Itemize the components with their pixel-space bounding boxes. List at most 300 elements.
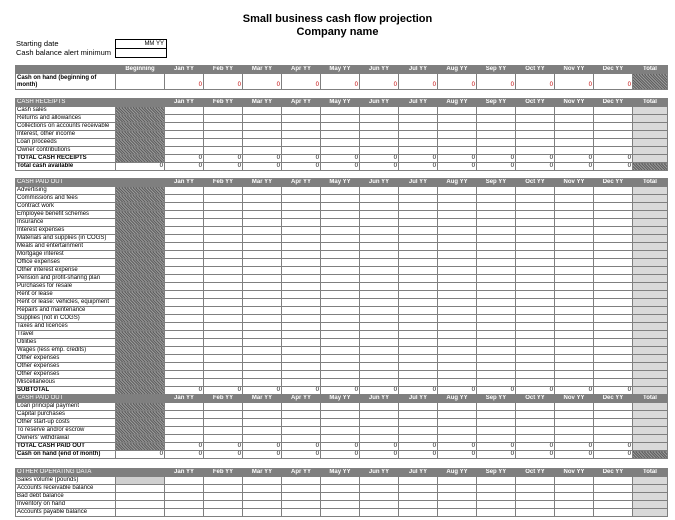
month-cell-8[interactable] [438,339,477,347]
month-cell-6[interactable] [360,107,399,115]
month-cell-6[interactable] [360,123,399,131]
beginning-cell[interactable] [116,139,165,147]
month-cell-4[interactable] [282,219,321,227]
month-cell-11[interactable] [555,259,594,267]
month-cell-5[interactable] [321,291,360,299]
month-cell-6[interactable] [360,493,399,501]
month-cell-6[interactable] [360,211,399,219]
month-cell-4[interactable] [282,131,321,139]
month-cell-7[interactable] [399,131,438,139]
month-cell-12[interactable] [594,419,633,427]
beginning-cell[interactable] [116,243,165,251]
month-cell-10[interactable] [516,219,555,227]
month-cell-4[interactable] [282,267,321,275]
month-cell-9[interactable] [477,267,516,275]
month-cell-11[interactable] [555,139,594,147]
month-cell-8[interactable] [438,477,477,485]
month-cell-6[interactable] [360,419,399,427]
month-cell-6[interactable]: 0 [360,163,399,171]
beginning-cell[interactable] [116,435,165,443]
beginning-cell[interactable]: 0 [116,451,165,459]
month-cell-12[interactable] [594,509,633,517]
beginning-cell[interactable] [116,411,165,419]
month-cell-6[interactable] [360,379,399,387]
month-cell-8[interactable] [438,139,477,147]
month-cell-8[interactable] [438,331,477,339]
month-cell-11[interactable] [555,485,594,493]
month-cell-3[interactable] [243,315,282,323]
month-cell-5[interactable] [321,267,360,275]
month-cell-5[interactable] [321,411,360,419]
month-cell-12[interactable] [594,195,633,203]
month-cell-11[interactable] [555,355,594,363]
month-cell-6[interactable] [360,115,399,123]
month-cell-6[interactable] [360,283,399,291]
month-cell-11[interactable] [555,251,594,259]
month-cell-7[interactable] [399,243,438,251]
month-cell-2[interactable] [204,427,243,435]
month-cell-10[interactable] [516,147,555,155]
month-cell-11[interactable] [555,187,594,195]
month-cell-11[interactable] [555,291,594,299]
month-cell-5[interactable] [321,147,360,155]
month-cell-11[interactable]: 0 [555,387,594,395]
month-cell-12[interactable] [594,331,633,339]
month-cell-3[interactable] [243,219,282,227]
month-cell-7[interactable] [399,275,438,283]
month-cell-8[interactable] [438,131,477,139]
month-cell-1[interactable] [165,315,204,323]
month-cell-5[interactable] [321,115,360,123]
month-cell-2[interactable] [204,477,243,485]
month-cell-8[interactable]: 0 [438,155,477,163]
month-cell-12[interactable] [594,187,633,195]
month-cell-5[interactable] [321,195,360,203]
month-cell-7[interactable] [399,485,438,493]
month-cell-7[interactable] [399,235,438,243]
month-cell-5[interactable] [321,251,360,259]
month-cell-10[interactable]: 0 [516,443,555,451]
beginning-cell[interactable] [116,509,165,517]
month-cell-3[interactable] [243,291,282,299]
month-cell-1[interactable] [165,123,204,131]
month-cell-9[interactable] [477,493,516,501]
month-cell-6[interactable] [360,291,399,299]
month-cell-2[interactable] [204,509,243,517]
month-cell-9[interactable]: 0 [477,155,516,163]
month-cell-4[interactable] [282,259,321,267]
month-cell-7[interactable] [399,203,438,211]
month-cell-3[interactable] [243,123,282,131]
month-cell-3[interactable] [243,427,282,435]
month-cell-6[interactable] [360,403,399,411]
month-cell-4[interactable] [282,211,321,219]
month-cell-10[interactable] [516,323,555,331]
beginning-cell[interactable] [116,371,165,379]
month-cell-12[interactable] [594,219,633,227]
month-cell-3[interactable] [243,419,282,427]
month-cell-9[interactable] [477,187,516,195]
month-cell-4[interactable] [282,419,321,427]
beginning-cell[interactable] [116,147,165,155]
month-cell-8[interactable] [438,315,477,323]
month-cell-7[interactable] [399,211,438,219]
beginning-cell[interactable] [116,485,165,493]
month-cell-2[interactable] [204,331,243,339]
month-cell-2[interactable] [204,131,243,139]
month-cell-6[interactable] [360,371,399,379]
month-cell-3[interactable] [243,259,282,267]
month-cell-6[interactable] [360,411,399,419]
month-cell-4[interactable] [282,139,321,147]
month-cell-10[interactable] [516,379,555,387]
alert-minimum-input[interactable] [115,48,167,58]
month-cell-3[interactable] [243,283,282,291]
month-cell-9[interactable] [477,403,516,411]
month-cell-9[interactable] [477,195,516,203]
month-cell-9[interactable] [477,435,516,443]
month-cell-8[interactable] [438,219,477,227]
month-cell-11[interactable] [555,371,594,379]
month-cell-9[interactable] [477,331,516,339]
month-cell-6[interactable]: 0 [360,387,399,395]
month-cell-1[interactable]: 0 [165,155,204,163]
month-cell-10[interactable] [516,299,555,307]
month-cell-6[interactable]: 0 [360,443,399,451]
month-cell-8[interactable] [438,371,477,379]
month-cell-1[interactable] [165,219,204,227]
month-cell-12[interactable] [594,501,633,509]
month-cell-1[interactable] [165,323,204,331]
month-cell-9[interactable] [477,347,516,355]
month-cell-12[interactable] [594,323,633,331]
month-cell-2[interactable]: 0 [204,387,243,395]
month-cell-12[interactable] [594,211,633,219]
month-cell-4[interactable] [282,485,321,493]
month-cell-9[interactable] [477,379,516,387]
month-cell-5[interactable]: 0 [321,451,360,459]
month-cell-3[interactable] [243,355,282,363]
month-cell-4[interactable] [282,235,321,243]
month-cell-7[interactable] [399,307,438,315]
month-cell-10[interactable] [516,411,555,419]
month-cell-1[interactable] [165,283,204,291]
month-cell-1[interactable] [165,371,204,379]
month-cell-2[interactable] [204,371,243,379]
month-cell-4[interactable]: 0 [282,443,321,451]
month-cell-8[interactable] [438,485,477,493]
month-cell-8[interactable] [438,363,477,371]
month-cell-8[interactable] [438,379,477,387]
month-cell-12[interactable] [594,347,633,355]
month-cell-12[interactable] [594,251,633,259]
month-cell-5[interactable] [321,107,360,115]
beginning-cell[interactable] [116,107,165,115]
month-cell-10[interactable] [516,493,555,501]
month-cell-3[interactable]: 0 [243,155,282,163]
month-cell-12[interactable] [594,291,633,299]
month-cell-1[interactable] [165,339,204,347]
month-cell-2[interactable] [204,291,243,299]
month-cell-7[interactable] [399,299,438,307]
month-cell-10[interactable] [516,427,555,435]
month-cell-1[interactable] [165,131,204,139]
month-cell-10[interactable] [516,251,555,259]
month-cell-2[interactable] [204,243,243,251]
month-cell-9[interactable] [477,427,516,435]
month-cell-3[interactable] [243,131,282,139]
month-cell-4[interactable] [282,203,321,211]
beginning-cell[interactable] [116,123,165,131]
month-cell-4[interactable] [282,411,321,419]
month-cell-1[interactable] [165,299,204,307]
month-cell-8[interactable] [438,355,477,363]
month-cell-8[interactable] [438,435,477,443]
month-cell-6[interactable] [360,267,399,275]
month-cell-3[interactable] [243,187,282,195]
month-cell-6[interactable] [360,363,399,371]
month-cell-9[interactable] [477,339,516,347]
month-cell-1[interactable] [165,435,204,443]
month-cell-5[interactable] [321,501,360,509]
month-cell-10[interactable]: 0 [516,74,555,90]
month-cell-8[interactable] [438,227,477,235]
beginning-cell[interactable] [116,283,165,291]
month-cell-3[interactable] [243,347,282,355]
month-cell-10[interactable] [516,243,555,251]
month-cell-1[interactable] [165,355,204,363]
month-cell-3[interactable]: 0 [243,451,282,459]
month-cell-11[interactable] [555,331,594,339]
month-cell-12[interactable] [594,477,633,485]
month-cell-6[interactable] [360,299,399,307]
month-cell-6[interactable] [360,331,399,339]
month-cell-8[interactable] [438,267,477,275]
month-cell-4[interactable]: 0 [282,451,321,459]
month-cell-10[interactable] [516,501,555,509]
month-cell-1[interactable] [165,243,204,251]
month-cell-8[interactable] [438,419,477,427]
month-cell-6[interactable] [360,219,399,227]
month-cell-6[interactable]: 0 [360,451,399,459]
month-cell-6[interactable] [360,187,399,195]
month-cell-12[interactable] [594,411,633,419]
month-cell-3[interactable] [243,493,282,501]
month-cell-11[interactable] [555,315,594,323]
month-cell-12[interactable] [594,267,633,275]
month-cell-11[interactable] [555,323,594,331]
month-cell-1[interactable] [165,509,204,517]
month-cell-9[interactable] [477,355,516,363]
month-cell-7[interactable] [399,419,438,427]
month-cell-3[interactable] [243,115,282,123]
month-cell-2[interactable] [204,493,243,501]
month-cell-9[interactable] [477,485,516,493]
month-cell-4[interactable] [282,195,321,203]
month-cell-10[interactable] [516,347,555,355]
month-cell-10[interactable]: 0 [516,451,555,459]
month-cell-7[interactable] [399,427,438,435]
month-cell-10[interactable] [516,203,555,211]
month-cell-1[interactable] [165,187,204,195]
beginning-cell[interactable] [116,347,165,355]
starting-date-input[interactable]: MM YY [115,39,167,49]
month-cell-2[interactable] [204,275,243,283]
beginning-cell[interactable] [116,275,165,283]
month-cell-4[interactable] [282,379,321,387]
month-cell-3[interactable] [243,139,282,147]
month-cell-2[interactable] [204,307,243,315]
month-cell-4[interactable]: 0 [282,74,321,90]
month-cell-5[interactable] [321,307,360,315]
month-cell-10[interactable] [516,139,555,147]
month-cell-6[interactable]: 0 [360,155,399,163]
month-cell-6[interactable] [360,323,399,331]
month-cell-5[interactable] [321,347,360,355]
month-cell-12[interactable] [594,355,633,363]
month-cell-3[interactable] [243,501,282,509]
month-cell-9[interactable] [477,291,516,299]
beginning-cell[interactable] [116,443,165,451]
month-cell-7[interactable] [399,371,438,379]
month-cell-5[interactable] [321,339,360,347]
month-cell-4[interactable] [282,371,321,379]
month-cell-2[interactable]: 0 [204,155,243,163]
month-cell-7[interactable] [399,435,438,443]
month-cell-5[interactable]: 0 [321,443,360,451]
month-cell-3[interactable]: 0 [243,443,282,451]
month-cell-5[interactable] [321,139,360,147]
month-cell-4[interactable] [282,493,321,501]
month-cell-5[interactable] [321,379,360,387]
month-cell-6[interactable] [360,227,399,235]
month-cell-8[interactable]: 0 [438,387,477,395]
month-cell-1[interactable] [165,107,204,115]
month-cell-2[interactable] [204,485,243,493]
month-cell-3[interactable] [243,307,282,315]
month-cell-3[interactable] [243,275,282,283]
month-cell-10[interactable] [516,509,555,517]
month-cell-9[interactable]: 0 [477,387,516,395]
month-cell-7[interactable]: 0 [399,443,438,451]
month-cell-8[interactable] [438,235,477,243]
month-cell-1[interactable] [165,275,204,283]
month-cell-2[interactable] [204,379,243,387]
month-cell-5[interactable] [321,299,360,307]
month-cell-2[interactable] [204,235,243,243]
month-cell-1[interactable] [165,195,204,203]
month-cell-10[interactable] [516,363,555,371]
month-cell-2[interactable] [204,115,243,123]
month-cell-1[interactable] [165,147,204,155]
month-cell-11[interactable] [555,123,594,131]
beginning-cell[interactable] [116,235,165,243]
month-cell-8[interactable]: 0 [438,443,477,451]
month-cell-1[interactable] [165,203,204,211]
month-cell-3[interactable] [243,267,282,275]
month-cell-7[interactable]: 0 [399,451,438,459]
month-cell-5[interactable] [321,219,360,227]
month-cell-4[interactable] [282,227,321,235]
month-cell-8[interactable] [438,147,477,155]
month-cell-12[interactable] [594,259,633,267]
month-cell-9[interactable] [477,509,516,517]
month-cell-10[interactable] [516,275,555,283]
month-cell-7[interactable] [399,291,438,299]
month-cell-12[interactable] [594,315,633,323]
month-cell-7[interactable] [399,411,438,419]
month-cell-7[interactable] [399,509,438,517]
month-cell-4[interactable] [282,435,321,443]
month-cell-4[interactable] [282,291,321,299]
month-cell-10[interactable] [516,227,555,235]
month-cell-6[interactable] [360,147,399,155]
month-cell-5[interactable] [321,227,360,235]
month-cell-7[interactable] [399,227,438,235]
beginning-cell[interactable] [116,219,165,227]
month-cell-11[interactable] [555,283,594,291]
month-cell-10[interactable] [516,235,555,243]
month-cell-4[interactable] [282,187,321,195]
month-cell-3[interactable] [243,403,282,411]
month-cell-11[interactable] [555,219,594,227]
month-cell-4[interactable] [282,147,321,155]
month-cell-8[interactable] [438,275,477,283]
beginning-cell[interactable] [116,155,165,163]
month-cell-12[interactable] [594,115,633,123]
month-cell-9[interactable] [477,123,516,131]
month-cell-6[interactable] [360,275,399,283]
month-cell-4[interactable] [282,355,321,363]
month-cell-8[interactable] [438,187,477,195]
month-cell-10[interactable]: 0 [516,387,555,395]
month-cell-12[interactable]: 0 [594,155,633,163]
month-cell-1[interactable] [165,427,204,435]
beginning-cell[interactable] [116,259,165,267]
month-cell-4[interactable] [282,115,321,123]
month-cell-1[interactable] [165,115,204,123]
month-cell-11[interactable] [555,411,594,419]
month-cell-11[interactable]: 0 [555,155,594,163]
month-cell-3[interactable] [243,203,282,211]
month-cell-10[interactable] [516,267,555,275]
month-cell-12[interactable] [594,493,633,501]
month-cell-5[interactable] [321,235,360,243]
month-cell-2[interactable] [204,195,243,203]
month-cell-5[interactable]: 0 [321,163,360,171]
beginning-cell[interactable] [116,195,165,203]
month-cell-3[interactable] [243,435,282,443]
month-cell-2[interactable] [204,123,243,131]
month-cell-4[interactable]: 0 [282,387,321,395]
month-cell-5[interactable]: 0 [321,387,360,395]
month-cell-12[interactable] [594,243,633,251]
month-cell-7[interactable] [399,331,438,339]
month-cell-11[interactable] [555,307,594,315]
month-cell-9[interactable] [477,315,516,323]
month-cell-1[interactable] [165,485,204,493]
month-cell-5[interactable] [321,331,360,339]
beginning-cell[interactable] [116,477,165,485]
month-cell-12[interactable] [594,131,633,139]
month-cell-8[interactable] [438,323,477,331]
month-cell-7[interactable] [399,147,438,155]
month-cell-3[interactable] [243,235,282,243]
month-cell-1[interactable] [165,477,204,485]
month-cell-8[interactable] [438,243,477,251]
month-cell-6[interactable] [360,235,399,243]
month-cell-8[interactable] [438,299,477,307]
